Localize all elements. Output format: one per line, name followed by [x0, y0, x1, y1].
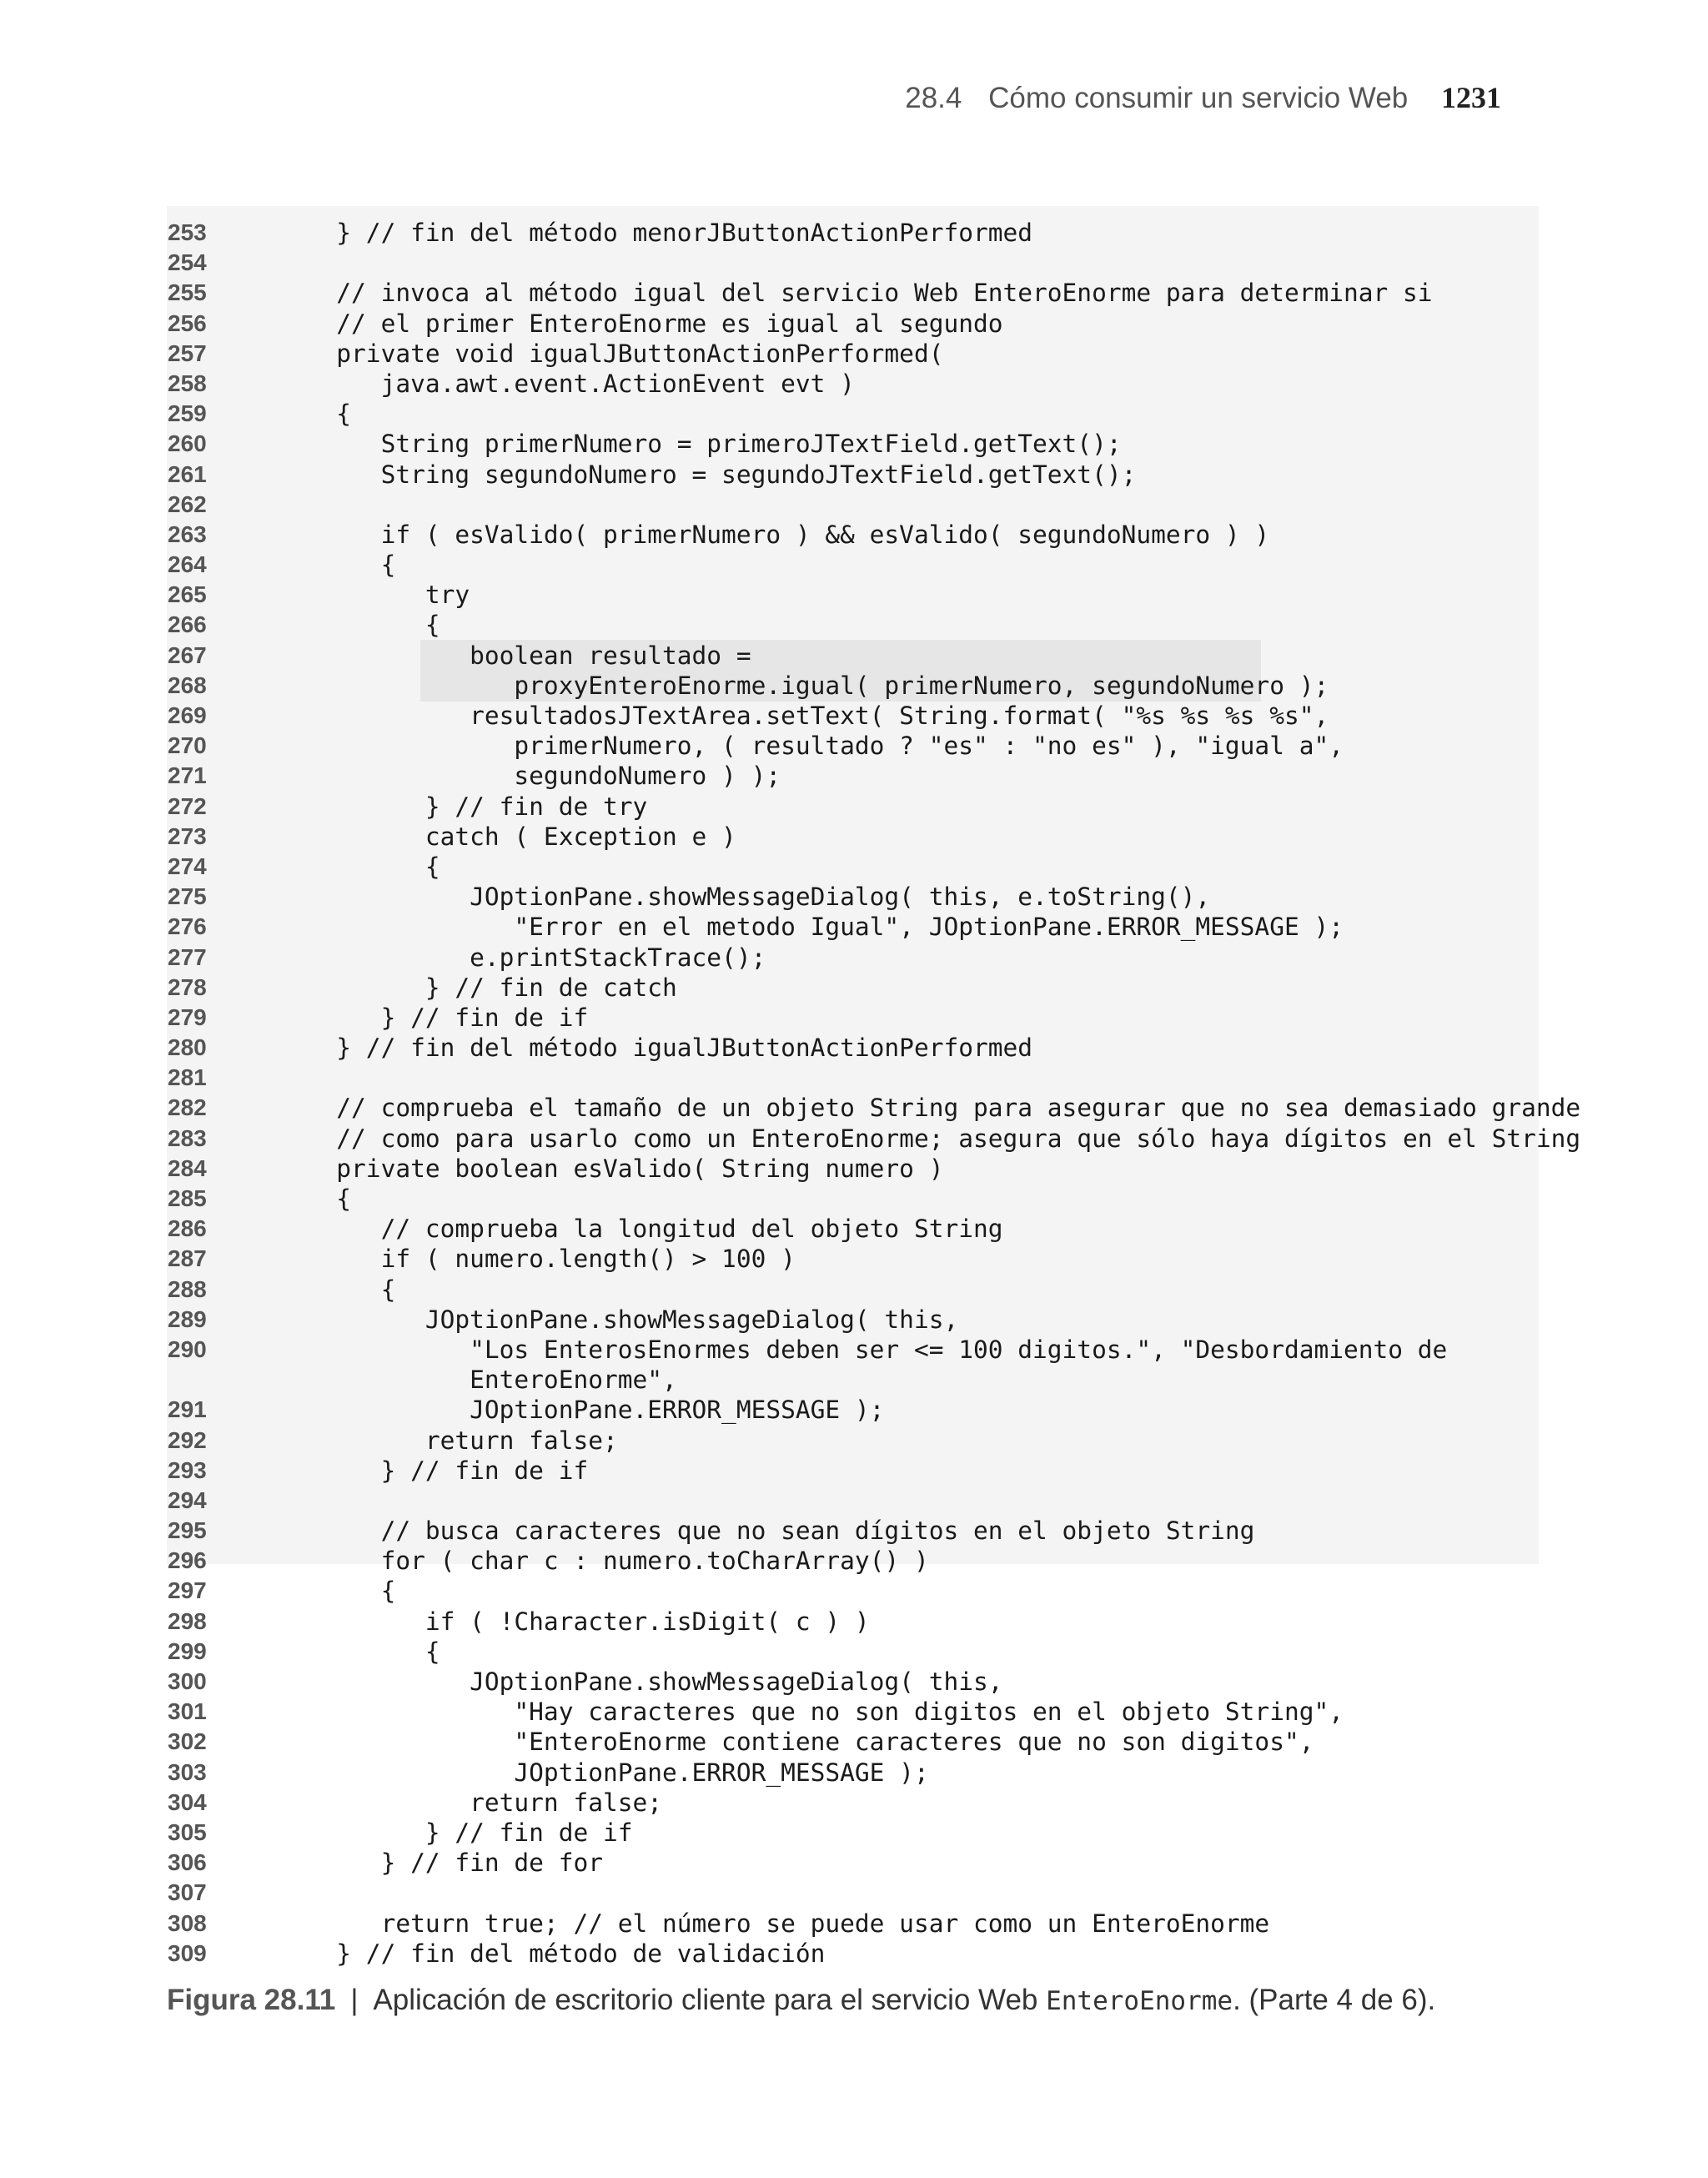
code-line: [167, 1214, 1539, 1244]
code-line: [167, 1033, 1539, 1063]
line-number: 276: [168, 913, 207, 940]
code-line: [167, 1878, 1539, 1908]
code-line: [167, 912, 1539, 942]
line-code: for ( char c : numero.toCharArray() ): [292, 1547, 929, 1576]
line-number: 294: [168, 1486, 207, 1513]
code-line: [167, 1697, 1539, 1727]
line-number: 271: [168, 762, 207, 789]
line-number: 290: [168, 1335, 207, 1362]
line-code: {: [292, 1275, 396, 1304]
line-code: private boolean esValido( String numero ): [292, 1154, 944, 1183]
code-line: [167, 671, 1539, 701]
line-number: 281: [168, 1064, 207, 1091]
line-code: {: [292, 1577, 396, 1606]
code-line: [167, 1426, 1539, 1456]
code-line: [167, 1365, 1539, 1395]
line-code: String segundoNumero = segundoJTextField.getText();: [292, 460, 1137, 489]
line-code: boolean resultado =: [292, 641, 751, 670]
line-number: 282: [168, 1094, 207, 1121]
line-code: {: [292, 551, 396, 580]
code-line: [167, 1576, 1539, 1606]
line-number: 278: [168, 973, 207, 1000]
line-number: 303: [168, 1758, 207, 1785]
line-code: } // fin del método de validación: [292, 1939, 826, 1968]
line-number: 302: [168, 1728, 207, 1755]
code-line: [167, 973, 1539, 1003]
line-number: 268: [168, 672, 207, 698]
line-number: 306: [168, 1849, 207, 1876]
code-line: [167, 1456, 1539, 1486]
line-number: 262: [168, 490, 207, 517]
line-number: 293: [168, 1456, 207, 1483]
line-number: 286: [168, 1215, 207, 1242]
line-code: "Hay caracteres que no son digitos en el objeto String",: [292, 1698, 1344, 1727]
code-line: [167, 1516, 1539, 1546]
line-number: 256: [168, 309, 207, 336]
line-number: 254: [168, 249, 207, 276]
line-number: 289: [168, 1305, 207, 1332]
line-number: 284: [168, 1154, 207, 1181]
code-line: [167, 641, 1539, 671]
line-code: JOptionPane.showMessageDialog( this, e.toString(),: [292, 883, 1211, 912]
code-line: [167, 1003, 1539, 1033]
code-line: [167, 1124, 1581, 1154]
line-number: 257: [168, 340, 207, 366]
figure-caption: [167, 1984, 1435, 2017]
line-code: // comprueba el tamaño de un objeto String para asegurar que no sea demasiado grande: [292, 1094, 1581, 1123]
line-number: 291: [168, 1396, 207, 1423]
line-number: 274: [168, 853, 207, 879]
line-number: 279: [168, 1003, 207, 1030]
line-number: 273: [168, 822, 207, 849]
code-line: [167, 822, 1539, 852]
code-line: [167, 1637, 1539, 1667]
line-code: return true; // el número se puede usar como un EnteroEnorme: [292, 1909, 1270, 1938]
line-number: 307: [168, 1879, 207, 1906]
line-number: 263: [168, 521, 207, 547]
line-number: 253: [168, 219, 207, 245]
code-line: [167, 1667, 1539, 1697]
code-line: [167, 520, 1539, 550]
line-number: 275: [168, 883, 207, 910]
line-code: JOptionPane.ERROR_MESSAGE );: [292, 1758, 929, 1787]
caption-text-after: . (Parte 4 de 6).: [1233, 1984, 1436, 2016]
code-line: [167, 852, 1539, 882]
code-line: [167, 1335, 1539, 1365]
code-line: [167, 248, 1539, 278]
line-number: 301: [168, 1698, 207, 1725]
line-code: "Error en el metodo Igual", JOptionPane.ERROR_MESSAGE );: [292, 913, 1344, 942]
code-line: [167, 580, 1539, 610]
code-line: [167, 429, 1539, 459]
line-number: 272: [168, 792, 207, 819]
line-code: try: [292, 581, 470, 610]
line-code: {: [292, 1185, 352, 1213]
code-line: [167, 460, 1539, 490]
code-line: [167, 1395, 1539, 1425]
line-number: 300: [168, 1668, 207, 1694]
code-line: [167, 701, 1539, 731]
code-line: [167, 792, 1539, 822]
line-code: } // fin del método menorJButtonActionPerformed: [292, 219, 1033, 247]
line-code: } // fin de if: [292, 1818, 633, 1847]
line-code: JOptionPane.ERROR_MESSAGE );: [292, 1396, 885, 1425]
line-code: // busca caracteres que no sean dígitos en el objeto String: [292, 1517, 1255, 1546]
code-line: [167, 1154, 1539, 1184]
page-number: 1231: [1441, 81, 1501, 114]
line-code: } // fin de if: [292, 1456, 589, 1485]
code-line: [167, 550, 1539, 580]
line-code: {: [292, 400, 352, 429]
code-line: [167, 1244, 1539, 1274]
line-number: 259: [168, 400, 207, 427]
line-number: 269: [168, 702, 207, 728]
line-number: 304: [168, 1788, 207, 1815]
code-line: [167, 943, 1539, 973]
line-code: java.awt.event.ActionEvent evt ): [292, 369, 855, 398]
line-code: e.printStackTrace();: [292, 943, 766, 972]
code-line: [167, 610, 1539, 640]
code-line: [167, 339, 1539, 369]
line-number: 292: [168, 1426, 207, 1453]
line-number: 309: [168, 1939, 207, 1966]
code-line: [167, 1486, 1539, 1516]
line-code: } // fin del método igualJButtonActionPerformed: [292, 1034, 1033, 1063]
code-line: [167, 1788, 1539, 1818]
line-code: private void igualJButtonActionPerformed(: [292, 339, 944, 368]
line-code: {: [292, 611, 440, 640]
code-line: [167, 278, 1539, 308]
line-code: resultadosJTextArea.setText( String.format( "%s %s %s %s",: [292, 702, 1329, 730]
line-code: primerNumero, ( resultado ? "es" : "no es" ), "igual a",: [292, 732, 1344, 761]
line-code: {: [292, 852, 440, 881]
line-code: // comprueba la longitud del objeto String: [292, 1215, 1003, 1244]
section-title: Cómo consumir un servicio Web: [988, 82, 1409, 114]
code-line: [167, 1546, 1539, 1576]
line-number: 267: [168, 641, 207, 668]
line-code: } // fin de if: [292, 1003, 589, 1032]
line-number: 265: [168, 581, 207, 608]
line-number: 260: [168, 430, 207, 457]
line-code: // como para usarlo como un EnteroEnorme; asegura que sólo haya dígitos en el String: [292, 1124, 1581, 1153]
line-number: 264: [168, 551, 207, 578]
code-line: [167, 1184, 1539, 1214]
line-number: 266: [168, 611, 207, 638]
code-line: [167, 1939, 1539, 1969]
code-line: [167, 1063, 1539, 1093]
code-line: [167, 399, 1539, 429]
line-number: 296: [168, 1547, 207, 1574]
code-line: [167, 1818, 1539, 1848]
line-number: 258: [168, 370, 207, 396]
line-number: 297: [168, 1577, 207, 1604]
line-code: return false;: [292, 1788, 663, 1817]
line-code: segundoNumero ) );: [292, 762, 781, 791]
code-line: [167, 490, 1539, 520]
code-line: [167, 731, 1539, 761]
caption-separator: |: [350, 1984, 359, 2016]
code-line: [167, 1093, 1581, 1123]
line-code: String primerNumero = primeroJTextField.getText();: [292, 430, 1122, 459]
line-code: proxyEnteroEnorme.igual( primerNumero, segundoNumero );: [292, 671, 1329, 700]
code-line: [167, 218, 1539, 248]
caption-code-name: EnteroEnorme: [1046, 1986, 1233, 2016]
line-number: 288: [168, 1275, 207, 1302]
line-number: 285: [168, 1185, 207, 1211]
line-number: 287: [168, 1245, 207, 1272]
line-code: "EnteroEnorme contiene caracteres que no son digitos",: [292, 1728, 1314, 1757]
line-code: {: [292, 1637, 440, 1666]
code-line: [167, 761, 1539, 791]
line-code: "Los EnterosEnormes deben ser <= 100 digitos.", "Desbordamiento de: [292, 1335, 1448, 1364]
line-number: 277: [168, 943, 207, 970]
code-line: [167, 1758, 1539, 1788]
line-code: // invoca al método igual del servicio Web EnteroEnorme para determinar si: [292, 279, 1433, 308]
code-line: [167, 369, 1539, 399]
line-code: } // fin de for: [292, 1849, 603, 1878]
line-code: } // fin de catch: [292, 973, 677, 1002]
line-code: return false;: [292, 1426, 618, 1455]
line-number: 295: [168, 1517, 207, 1544]
line-code: // el primer EnteroEnorme es igual al segundo: [292, 309, 1003, 338]
code-listing: [167, 218, 1581, 1969]
line-code: if ( !Character.isDigit( c ) ): [292, 1607, 870, 1636]
code-line: [167, 1607, 1539, 1637]
section-number: 28.4: [905, 82, 962, 114]
code-line: [167, 1848, 1539, 1878]
code-line: [167, 1909, 1539, 1939]
line-number: 280: [168, 1034, 207, 1061]
line-code: JOptionPane.showMessageDialog( this,: [292, 1667, 1003, 1696]
figure-label: Figura 28.11: [167, 1984, 336, 2016]
code-line: [167, 882, 1539, 912]
line-number: 299: [168, 1637, 207, 1664]
code-line: [167, 1305, 1539, 1335]
caption-text-before: Aplicación de escritorio cliente para el servicio Web: [373, 1984, 1047, 2016]
line-number: 308: [168, 1909, 207, 1936]
line-number: 305: [168, 1818, 207, 1845]
line-number: 261: [168, 460, 207, 487]
code-line: [167, 309, 1539, 339]
code-line: [167, 1727, 1539, 1757]
line-number: 298: [168, 1607, 207, 1634]
line-number: 283: [168, 1124, 207, 1151]
line-code: if ( numero.length() > 100 ): [292, 1245, 796, 1274]
line-number: 255: [168, 279, 207, 306]
line-code: EnteroEnorme",: [292, 1366, 677, 1395]
line-number: 270: [168, 732, 207, 759]
code-line: [167, 1275, 1539, 1305]
running-head: [905, 80, 1501, 115]
line-code: if ( esValido( primerNumero ) && esValido( segundoNumero ) ): [292, 520, 1270, 549]
line-code: JOptionPane.showMessageDialog( this,: [292, 1305, 959, 1334]
line-code: catch ( Exception e ): [292, 822, 736, 851]
line-code: } // fin de try: [292, 792, 648, 821]
